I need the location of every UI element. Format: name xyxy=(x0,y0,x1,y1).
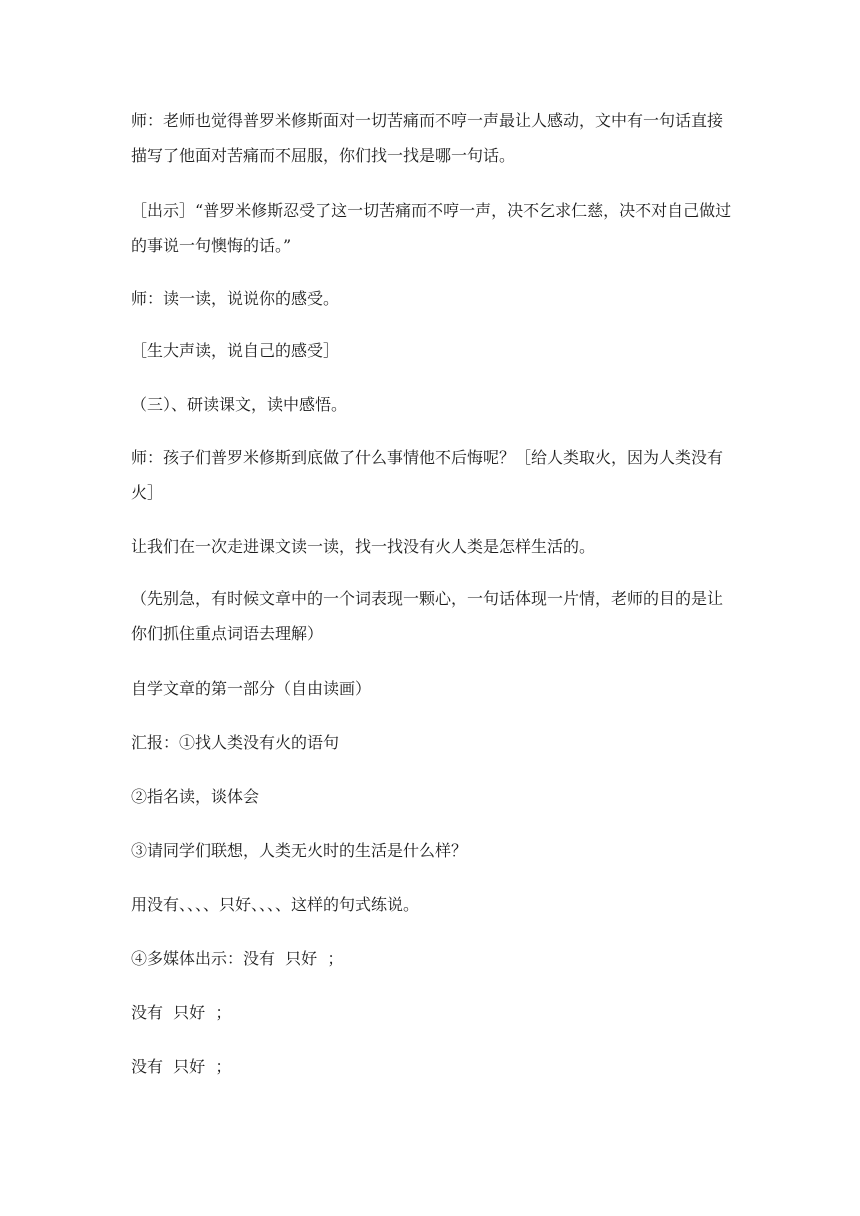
paragraph-self-study: 自学文章的第一部分（自由读画） xyxy=(131,679,372,698)
paragraph-pattern-line-1: 没有 只好 ； xyxy=(131,1003,232,1022)
paragraph-students-read: ［生大声读，说自己的感受］ xyxy=(131,341,340,360)
paragraph-report-2: ②指名读，谈体会 xyxy=(131,787,260,806)
paragraph-note: （先别急，有时候文章中的一个词表现一颗心，一句话体现一片情，老师的目的是让你们抓住重点词语去理解） xyxy=(131,589,724,643)
paragraph-pattern-line-2: 没有 只好 ； xyxy=(131,1057,232,1076)
paragraph-read-feel: 师：读一读，说说你的感受。 xyxy=(131,289,340,308)
paragraph-teacher-question: 师：孩子们普罗米修斯到底做了什么事情他不后悔呢？［给人类取火，因为人类没有火］ xyxy=(131,448,724,502)
section-heading-study: （三）、研读课文，读中感悟。 xyxy=(131,395,348,414)
paragraph-report-4: ④多媒体出示：没有 只好 ； xyxy=(131,949,344,968)
paragraph-report-3: ③请同学们联想，人类无火时的生活是什么样？ xyxy=(131,841,468,860)
paragraph-teacher-intro: 师：老师也觉得普罗米修斯面对一切苦痛而不哼一声最让人感动，文中有一句话直接描写了他面对苦痛而不屈服，你们找一找是哪一句话。 xyxy=(131,111,724,165)
paragraph-report-1: 汇报：①找人类没有火的语句 xyxy=(131,733,340,752)
paragraph-enter-text: 让我们在一次走进课文读一读，找一找没有火人类是怎样生活的。 xyxy=(131,537,596,556)
paragraph-display-quote: ［出示］“普罗米修斯忍受了这一切苦痛而不哼一声，决不乞求仁慈，决不对自己做过的事说一句懊悔的话。” xyxy=(131,201,732,255)
paragraph-sentence-pattern: 用没有、、、、只好、、、、这样的句式练说。 xyxy=(131,895,420,914)
